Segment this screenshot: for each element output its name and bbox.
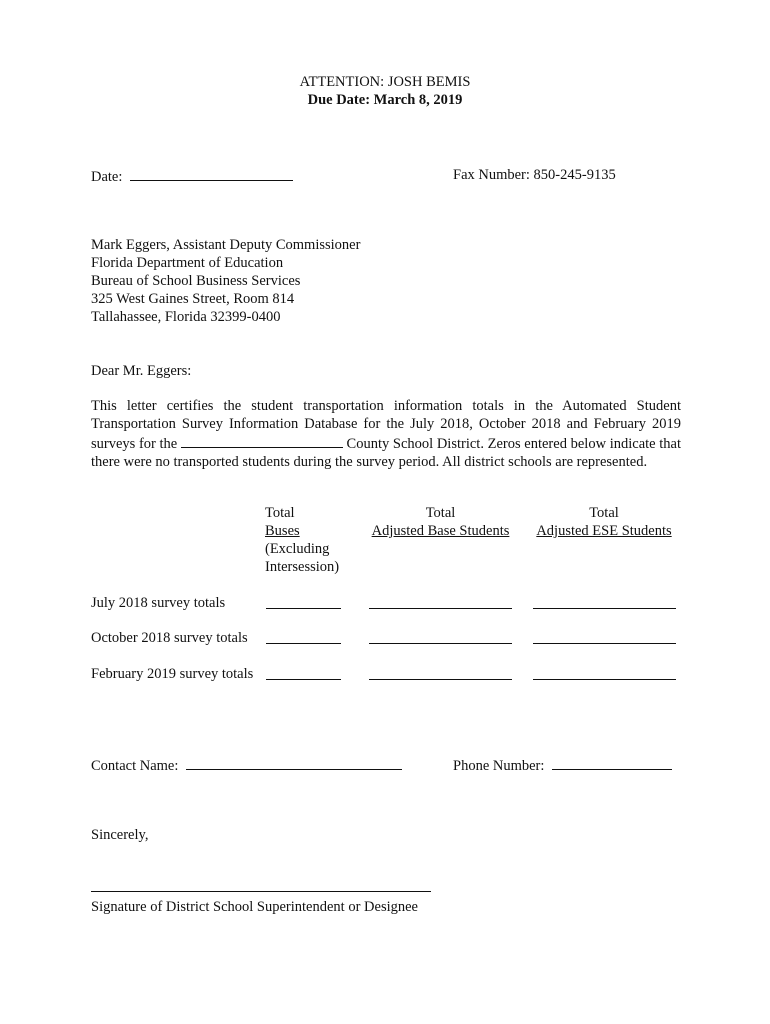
date-row: [91, 166, 293, 186]
october-buses-field[interactable]: [266, 643, 341, 644]
date-field[interactable]: [130, 166, 293, 181]
address-line: Florida Department of Education: [91, 255, 284, 271]
date-label: Date:: [91, 169, 123, 185]
signature-line[interactable]: [91, 891, 431, 892]
july-ese-field[interactable]: [533, 608, 676, 609]
county-field[interactable]: [181, 433, 343, 448]
column-header-line: Intersession): [265, 559, 340, 575]
signature-label: Signature of District School Superintendent or Designee: [91, 899, 418, 915]
february-ese-field[interactable]: [533, 679, 676, 680]
attention-line: ATTENTION: JOSH BEMIS: [299, 74, 471, 90]
column-header-base: [368, 504, 513, 540]
february-base-field[interactable]: [369, 679, 512, 680]
column-header-line: Total: [265, 505, 295, 521]
column-header-line: Buses: [265, 523, 300, 539]
due-date: Due Date: March 8, 2019: [307, 92, 463, 108]
column-header-line: Adjusted Base Students: [371, 523, 510, 539]
february-buses-field[interactable]: [266, 679, 341, 680]
contact-label: Contact Name:: [91, 758, 179, 774]
column-header-line: Adjusted ESE Students: [536, 523, 672, 539]
address-line: Tallahassee, Florida 32399-0400: [91, 309, 281, 325]
row-label-october: October 2018 survey totals: [91, 630, 248, 646]
phone-number-field[interactable]: [552, 755, 672, 770]
body-text-2: County School District. Zeros entered below indicate that there were no transported students during the survey period. All district schools are represented.: [91, 436, 681, 470]
contact-row: [91, 755, 402, 775]
address-line: Mark Eggers, Assistant Deputy Commissioner: [91, 237, 361, 253]
phone-row: [453, 755, 672, 775]
contact-name-field[interactable]: [186, 755, 402, 770]
column-header-line: Total: [589, 505, 619, 521]
row-label-february: February 2019 survey totals: [91, 666, 254, 682]
address-line: 325 West Gaines Street, Room 814: [91, 291, 295, 307]
body-paragraph: [91, 397, 681, 471]
phone-label: Phone Number:: [453, 758, 545, 774]
address-line: Bureau of School Business Services: [91, 273, 301, 289]
closing: Sincerely,: [91, 827, 149, 843]
column-header-ese: [532, 504, 676, 540]
body-text-1: This letter certifies the student transportation information totals in the Automated Student Transportation Survey Information Database for the July 2018, October 2018 and February 2019 surveys for the: [91, 398, 681, 452]
recipient-address: [91, 236, 360, 326]
october-base-field[interactable]: [369, 643, 512, 644]
column-header-buses: [265, 504, 339, 576]
fax-number: Fax Number: 850-245-9135: [453, 167, 616, 183]
july-base-field[interactable]: [369, 608, 512, 609]
july-buses-field[interactable]: [266, 608, 341, 609]
row-label-july: July 2018 survey totals: [91, 595, 226, 611]
column-header-line: (Excluding: [265, 541, 330, 557]
salutation: Dear Mr. Eggers:: [91, 363, 192, 379]
column-header-line: Total: [425, 505, 456, 521]
october-ese-field[interactable]: [533, 643, 676, 644]
